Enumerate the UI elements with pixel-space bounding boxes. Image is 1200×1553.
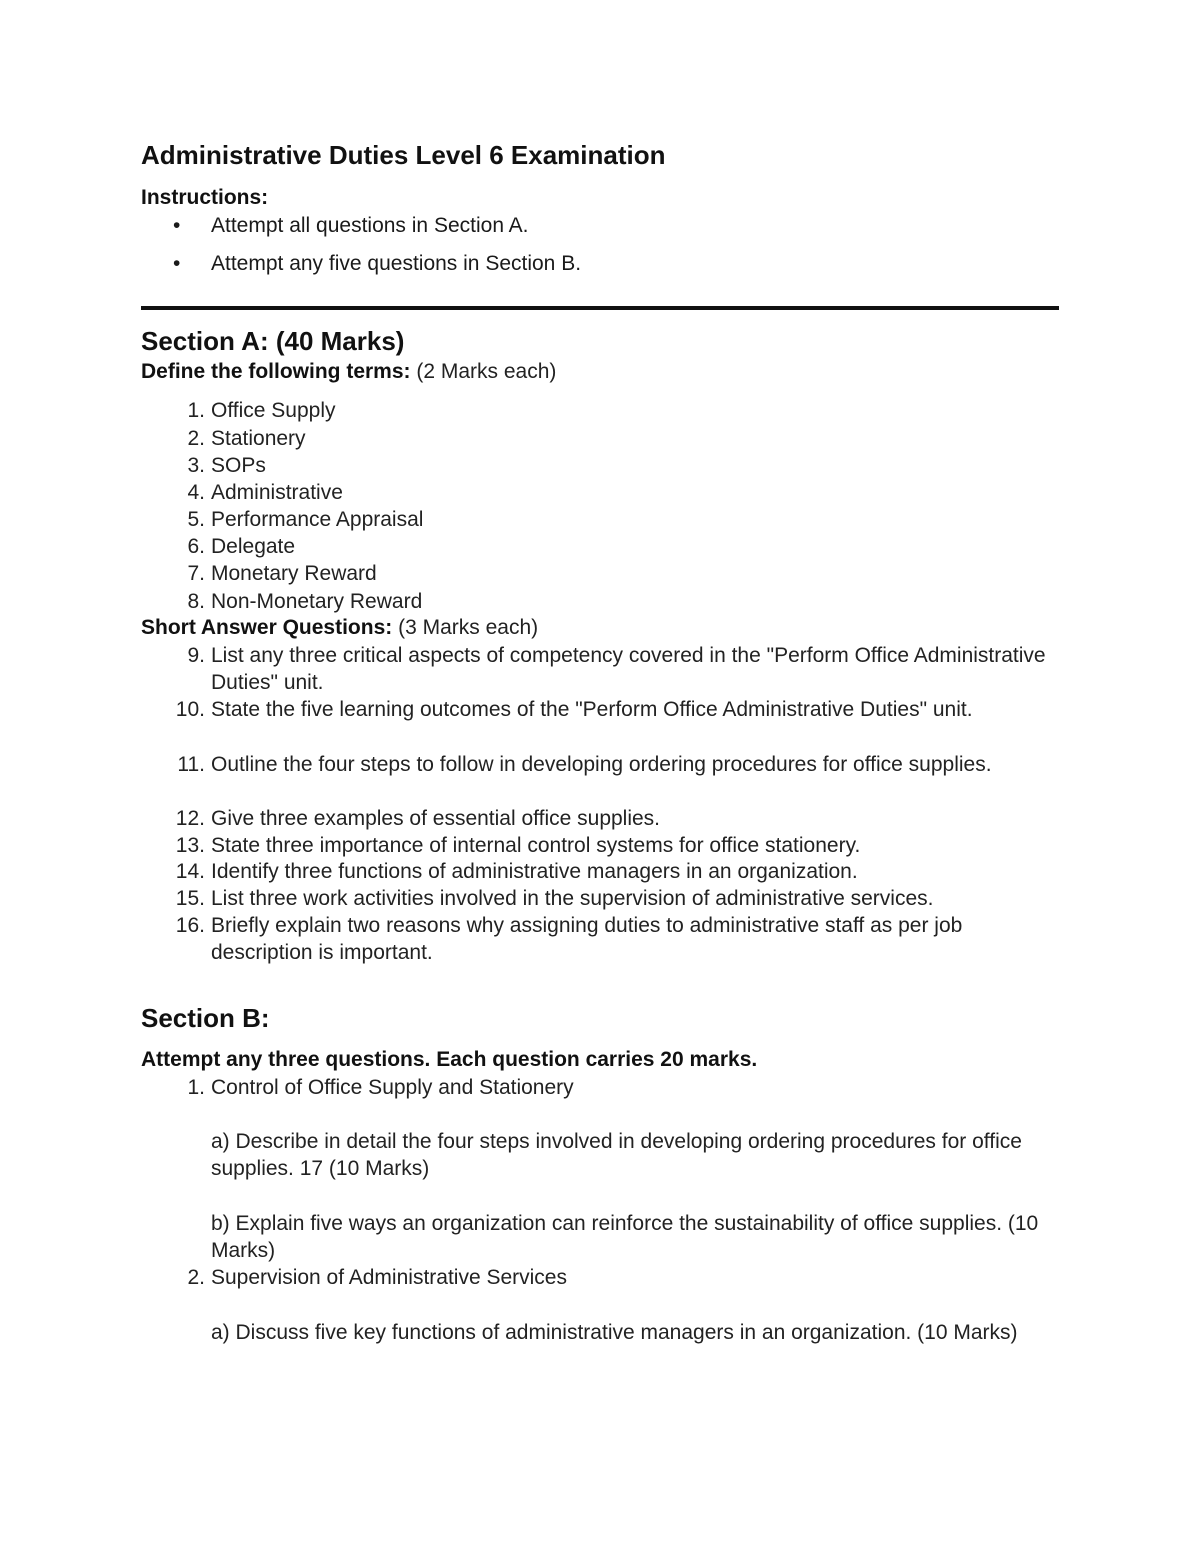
define-terms-heading: Define the following terms: (2 Marks each) <box>141 360 557 383</box>
question-item: 16. Briefly explain two reasons why assigning duties to administrative staff as per job description is important. <box>175 914 963 964</box>
term-item: 7. Monetary Reward <box>187 562 377 585</box>
question-item: 9. List any three critical aspects of competency covered in the "Perform Office Administrative Duties" unit. <box>187 644 1046 694</box>
question-part: a) Discuss five key functions of administrative managers in an organization. (10 Marks) <box>211 1321 1018 1344</box>
section-a-heading: Section A: (40 Marks) <box>141 326 405 356</box>
term-item: 4. Administrative <box>187 481 343 504</box>
section-b-instruction: Attempt any three questions. Each question carries 20 marks. <box>141 1048 758 1071</box>
term-item: 5. Performance Appraisal <box>187 508 424 531</box>
question-item: 10. State the five learning outcomes of the "Perform Office Administrative Duties" unit. <box>175 698 973 721</box>
term-item: 8. Non-Monetary Reward <box>187 590 423 613</box>
instruction-item: • Attempt all questions in Section A. <box>173 214 529 237</box>
question-item: 14. Identify three functions of administrative managers in an organization. <box>175 860 858 883</box>
question-part: a) Describe in detail the four steps involved in developing ordering procedures for office supplies. 17 (10 Marks) <box>211 1130 1022 1180</box>
document-title: Administrative Duties Level 6 Examination <box>141 140 666 170</box>
question-part: b) Explain five ways an organization can reinforce the sustainability of office supplies. (10 Marks) <box>211 1212 1039 1262</box>
bullet-icon: • <box>173 252 181 275</box>
short-answer-heading: Short Answer Questions: (3 Marks each) <box>141 616 539 639</box>
section-b-question: 2. Supervision of Administrative Services <box>187 1266 567 1289</box>
instruction-item: • Attempt any five questions in Section B. <box>173 252 582 275</box>
instructions-label: Instructions: <box>141 186 269 209</box>
term-item: 6. Delegate <box>187 535 296 558</box>
bullet-icon: • <box>173 214 181 237</box>
section-b-question: 1. Control of Office Supply and Stationery <box>187 1076 574 1099</box>
section-b-heading: Section B: <box>141 1003 270 1033</box>
question-item: 12. Give three examples of essential office supplies. <box>175 807 661 830</box>
question-item: 15. List three work activities involved in the supervision of administrative services. <box>175 887 934 910</box>
term-item: 1. Office Supply <box>187 399 336 422</box>
horizontal-divider <box>141 306 1059 310</box>
term-item: 3. SOPs <box>187 454 266 477</box>
question-item: 13. State three importance of internal control systems for office stationery. <box>175 834 861 857</box>
term-item: 2. Stationery <box>187 427 306 450</box>
question-item: 11. Outline the four steps to follow in developing ordering procedures for office supplies. <box>177 753 992 776</box>
